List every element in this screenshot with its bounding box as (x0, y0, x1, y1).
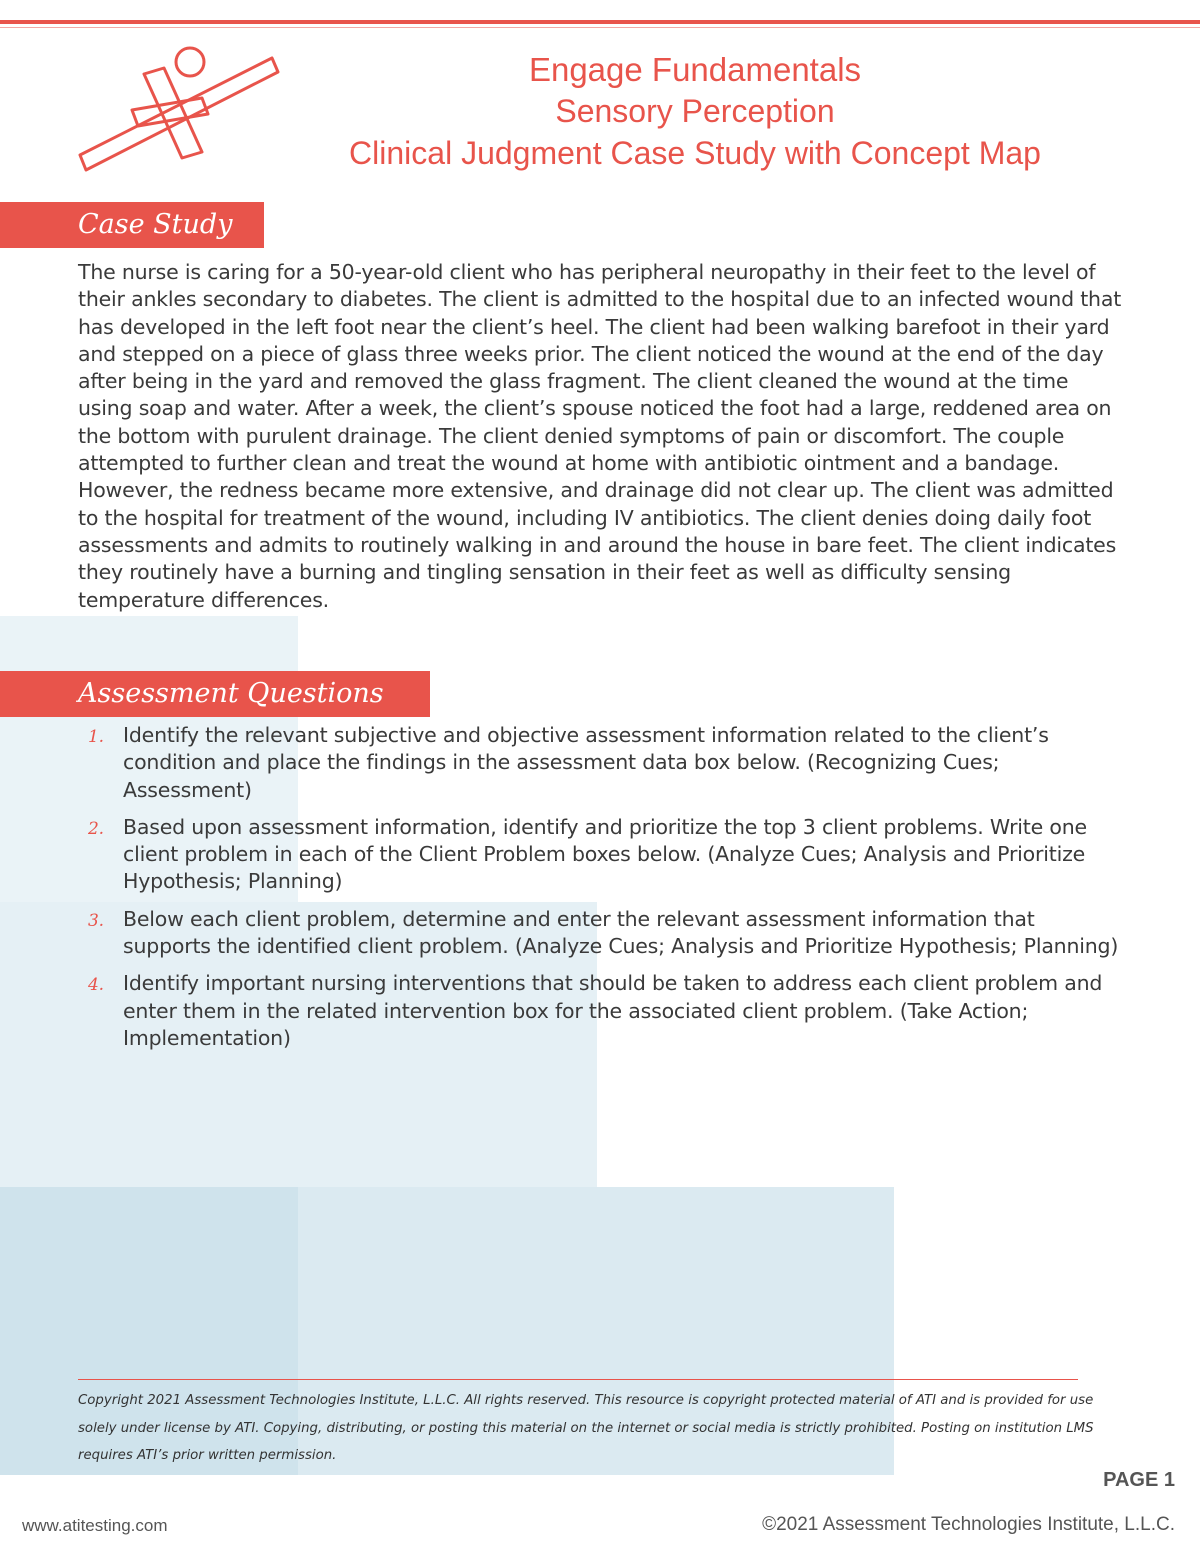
question-text: Identify the relevant subjective and objective assessment information related to the client’s condition and place the findings in the assessment data box below. (Recognizing Cues; Assessment) (123, 723, 1049, 802)
list-item (78, 722, 1128, 804)
question-text: Identify important nursing interventions that should be taken to address each client problem and enter them in the related intervention box for the associated client problem. (Take Action; Implementation) (123, 971, 1103, 1050)
document-title: Engage Fundamentals (528, 51, 862, 88)
question-number: 4. (88, 975, 104, 996)
assessment-questions-heading (0, 671, 430, 717)
assessment-questions-heading-label: Assessment Questions (78, 678, 384, 709)
website-link[interactable]: www.atitesting.com (22, 1516, 168, 1535)
question-number: 1. (88, 727, 104, 747)
question-text: Below each client problem, determine and enter the relevant assessment information that supports the identified client problem. (Analyze Cues; Analysis and Prioritize Hypothesis; Planning) (123, 906, 1119, 959)
case-study-text: The nurse is caring for a 50-year-old client who has peripheral neuropathy in their feet to the level of their ankles secondary to diabetes. The client is admitted to the hospital due to an infected wound that has developed in the left foot near the client’s heel. The client had been walking barefoot in their yard and stepped on a piece of glass three weeks prior. The client noticed the wound at the end of the day after being in the yard and removed the glass fragment. The client cleaned the wound at the time using soap and water. After a week, the client’s spouse noticed the foot had a large, reddened area on the bottom with purulent drainage. The client denied symptoms of pain or discomfort. The couple attempted to further clean and treat the wound at home with antibiotic ointment and a bandage. However, the redness became more extensive, and drainage did not clear up. The client was admitted to the hospital for treatment of the wound, including IV antibiotics. The client denies doing daily foot assessments and admits to routinely walking in and around the house in bare feet. The client indicates they routinely have a burning and tingling sensation in their feet as well as difficulty sensing temperature differences. (78, 260, 1122, 612)
case-study-heading (0, 202, 264, 248)
footer-copyright-line: ©2021 Assessment Technologies Institute, L.L.C. (762, 1514, 1175, 1535)
document-subtitle-type: Clinical Judgment Case Study with Concept Map (349, 135, 1041, 171)
list-item (78, 970, 1128, 1052)
copyright-notice: Copyright 2021 Assessment Technologies Institute, L.L.C. All rights reserved. This resource is copyright protected material of ATI and is provided for use solely under license by ATI. Copying, distributing, or posting this material on the internet or social media is strictly prohibited. Posting on institution LMS requires ATI’s prior written permission. (78, 1393, 1094, 1463)
question-number: 2. (88, 818, 104, 839)
top-rule-thin (0, 27, 1200, 28)
case-study-heading-label: Case Study (78, 209, 233, 240)
question-number: 3. (88, 910, 104, 931)
footer-divider (78, 1379, 1078, 1380)
assessment-questions-list (78, 722, 1128, 1062)
document-header (240, 50, 1150, 174)
question-text: Based upon assessment information, identify and prioritize the top 3 client problems. Write one client problem in each of the Client Problem boxes below. (Analyze Cues; Analysis and Prioritize Hypothesis; Planning) (123, 814, 1087, 894)
page-number: PAGE 1 (1103, 1469, 1175, 1491)
list-item (78, 814, 1128, 896)
top-rule (0, 20, 1200, 24)
list-item (78, 906, 1128, 961)
document-subtitle-topic: Sensory Perception (555, 93, 835, 129)
